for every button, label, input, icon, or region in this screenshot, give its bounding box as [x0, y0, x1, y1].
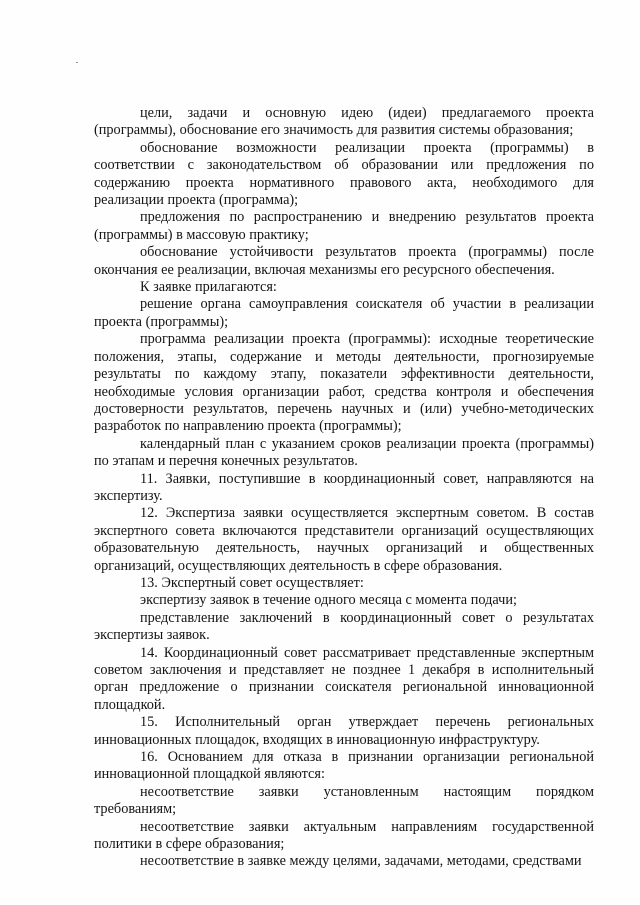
paragraph-dissemination: предложения по распространению и внедрению результатов проекта (программы) в массовую практику; — [94, 209, 594, 243]
paragraph-expertise-term: экспертизу заявок в течение одного месяца с момента подачи; — [140, 592, 517, 609]
paragraph-sustainability: обоснование устойчивости результатов проекта (программы) после окончания ее реализации, включая механизмы его ресурсного обеспечения. — [94, 244, 594, 278]
paragraph-item-14: 14. Координационный совет рассматривает представленные экспертным советом заключения и представляет не позднее 1 декабря в исполнительный орган предложение о признании соискателя региональной инновационной площадкой. — [94, 644, 594, 713]
paragraph-program: программа реализации проекта (программы): исходные теоретические положения, этапы, содержание и методы деятельности, прогнозируемые результаты по каждому этапу, показатели эффективности деятельности, необходимые условия организации работ, средства контроля и обеспечения достоверности результатов, перечень научных и (или) учебно-методических разработок по направлению проекта (программы); — [94, 331, 594, 435]
paragraph-feasibility: обоснование возможности реализации проекта (программы) в соответствии с законодательством об образовании или предложения по содержанию проекта нормативного правового акта, необходимого для реализации проекта (программа); — [94, 139, 594, 209]
paragraph-item-12: 12. Экспертиза заявки осуществляется экспертным советом. В состав экспертного совета включаются представители организаций осуществляющих образовательную деятельность, научных организаций и общественных организаций, осуществляющих деятельность в сфере образования. — [94, 505, 594, 574]
paragraph-goals: цели, задачи и основную идею (идеи) предлагаемого проекта (программы), обоснование его значимость для развития системы образования; — [94, 105, 594, 139]
paragraph-mismatch-goals: несоответствие в заявке между целями, задачами, методами, средствами — [140, 853, 582, 870]
paragraph-mismatch-policy: несоответствие заявки актуальным направлениям государственной политики в сфере образования; — [94, 818, 594, 853]
scan-speck — [76, 62, 78, 63]
paragraph-item-11: 11. Заявки, поступившие в координационный совет, направляются на экспертизу. — [94, 470, 594, 504]
paragraph-item-15: 15. Исполнительный орган утверждает перечень региональных инновационных площадок, входящих в инновационную инфраструктуру. — [94, 714, 594, 748]
paragraph-item-13: 13. Экспертный совет осуществляет: — [140, 574, 364, 591]
paragraph-attachments-heading: К заявке прилагаются: — [140, 279, 277, 296]
paragraph-mismatch-requirements: несоответствие заявки установленным настоящим порядком требованиям; — [94, 783, 594, 818]
document-body — [94, 105, 594, 871]
paragraph-conclusions: представление заключений в координационный совет о результатах экспертизы заявок. — [94, 609, 594, 644]
paragraph-calendar-plan: календарный план с указанием сроков реализации проекта (программы) по этапам и перечня конечных результатов. — [94, 435, 594, 470]
paragraph-governing-decision: решение органа самоуправления соискателя об участии в реализации проекта (программы); — [94, 296, 594, 330]
paragraph-item-16: 16. Основанием для отказа в признании организации региональной инновационной площадкой являются: — [94, 749, 594, 783]
